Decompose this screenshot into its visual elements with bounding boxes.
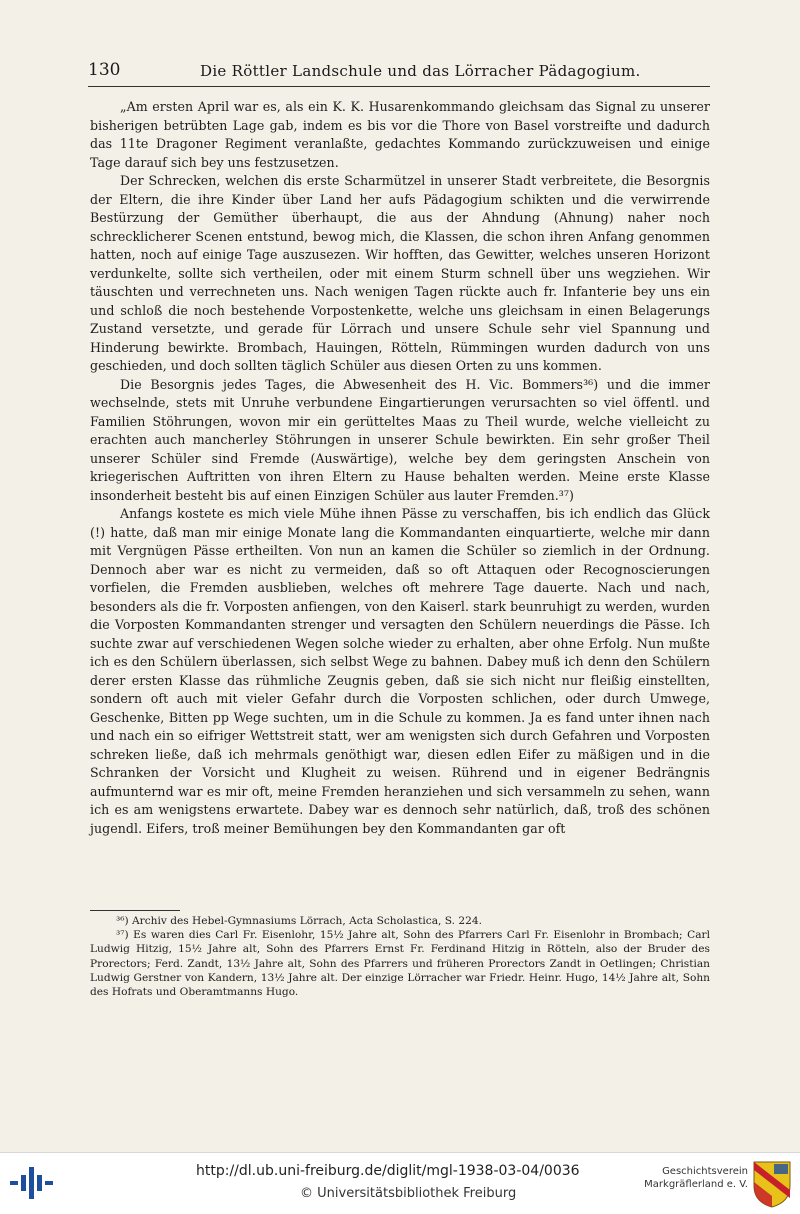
copyright-notice: © Universitätsbibliothek Freiburg [300, 1186, 517, 1201]
partner-name [618, 1165, 748, 1191]
paragraph: „Am ersten April war es, als ein K. K. Husarenkommando gleichsam das Signal zu unserer bisherigen betrübten Lage gab, indem es bis vor die Thore von Basel vorstreifte und dadurch das 11te Dragoner Regiment veranlaßte, gedachtes Kommando zurückzuweisen und einige Tage darauf sich bey uns festzusetzen. [90, 99, 710, 170]
body-text [90, 98, 710, 838]
partner-name-line1: Geschichtsverein [662, 1166, 748, 1177]
footnotes [90, 914, 710, 999]
coat-of-arms-icon[interactable] [752, 1160, 792, 1208]
viewer-footer [0, 1152, 800, 1214]
running-head: Die Röttler Landschule und das Lörracher Pädagogium. [200, 62, 641, 80]
page-number: 130 [88, 60, 121, 80]
partner-name-line2: Markgräflerland e. V. [644, 1179, 748, 1190]
ub-freiburg-logo-icon[interactable] [10, 1163, 54, 1203]
page-header [88, 60, 710, 87]
paragraph: Anfangs kostete es mich viele Mühe ihnen Pässe zu verschaffen, bis ich endlich das Glück (!) hatte, daß man mir einige Monate lang die Kommandanten einquartierte, welche mir dann mit Vergnügen Pässe ertheilten. Von nun an kamen die Schüler so ziemlich in der Ordnung. Dennoch aber war es nicht zu vermeiden, daß so oft Attaquen oder Recognoscierungen vorfielen, die Fremden ausblieben, welches oft mehrere Tage dauerte. Nach und nach, besonders als die fr. Vorposten anfiengen, von den Kaiserl. stark beunruhigt zu werden, wurden die Vorposten Kommandanten strenger und versagten den Schülern neuerdings die Pässe. Ich suchte zwar auf verschiedenen Wegen solche wieder zu erhalten, aber ohne Erfolg. Nun mußte ich es den Schülern überlassen, sich selbst Wege zu bahnen. Dabey muß ich denn den Schülern derer ersten Klasse das rühmliche Zeugnis geben, daß sie sich nicht nur fleißig einstellten, sondern oft auch mit vieler Gefahr durch die Vorposten schlichen, oder durch Umwege, Geschenke, Bitten pp Wege suchten, um in die Schule zu kommen. Ja es fand unter ihnen nach und nach ein so eifriger Wettstreit statt, wer am wenigsten sich durch Gefahren und Vorposten schreken ließe, daß ich mehrmals genöthigt war, diesen edlen Eifer zu mäßigen und in die Schranken der Vorsicht und Klugheit zu weisen. Rührend und in eigener Bedrängnis aufmunternd war es mir oft, meine Fremden heranziehen und sich versammeln zu sehen, wann ich es am wenigstens erwartete. Dabey war es dennoch sehr natürlich, daß, troß des schönen jugendl. Eifers, troß meiner Bemühungen bey den Kommandanten gar oft [90, 506, 710, 836]
paragraph: Die Besorgnis jedes Tages, die Abwesenheit des H. Vic. Bommers³⁶) und die immer wechselnde, stets mit Unruhe verbundene Eingartierungen verursachten so viel öffentl. und Familien Stöhrungen, wovon mir ein gerütteltes Maas zu Theil wurde, welche vielleicht zu erachten auch mancherley Stöhrungen in unserer Schule bewirkten. Ein sehr großer Theil unserer Schüler sind Fremde (Auswärtige), welche bey dem geringsten Anschein von kriegerischen Auftritten von ihren Eltern zu Hause behalten werden. Meine erste Klasse insonderheit besteht bis auf einen Einzigen Schüler aus lauter Fremden.³⁷) [90, 376, 710, 503]
paragraph: Der Schrecken, welchen dis erste Scharmützel in unserer Stadt verbreitete, die Besorgnis der Eltern, die ihre Kinder über Land her aufs Pädagogium schikten und die verwirrende Bestürzung der Gemüther überhaupt, die aus der Ahndung (Ahnung) naher noch schrecklicherer Scenen entstund, bewog mich, die Klassen, die schon ihren Anfang genommen hatten, noch auf einige Tage auszusezen. Wir hofften, das Gewitter, welches unseren Horizont verdunkelte, sollte sich vertheilen, oder mit einem Sturm schnell über uns wegziehen. Wir täuschten und verrechneten uns. Nach wenigen Tagen rückte auch fr. Infanterie bey uns ein und schloß die noch bestehende Vorpostenkette, welche uns gleichsam in einen Belagerungs Zustand versetzte, und gerade für Lörrach und unsere Schule sehr viel Spannung und Hinderung bewirkte. Brombach, Hauingen, Rötteln, Rümmingen wurden dadurch von uns geschieden, und doch sollten täglich Schüler aus diesen Orten zu uns kommen. [90, 173, 710, 373]
footnote-36: ³⁶) Archiv des Hebel-Gymnasiums Lörrach, Acta Scholastica, S. 224. [116, 915, 482, 927]
footnote-37: ³⁷) Es waren dies Carl Fr. Eisenlohr, 15½ Jahre alt, Sohn des Pfarrers Carl Fr. Eisenlohr in Brombach; Carl Ludwig Hitzig, 15½ Jahre alt, Sohn des Pfarrers Ernst Fr. Ferdinand Hitzig in Rötteln, also der Bruder des Prorectors; Ferd. Zandt, 13½ Jahre alt, Sohn des Pfarrers und früheren Prorectors Zandt in Oetlingen; Christian Ludwig Gerstner von Kandern, 13½ Jahre alt. Der einzige Lörracher war Friedr. Heinr. Hugo, 14½ Jahre alt, Sohn des Hofrats und Oberamtmanns Hugo. [90, 929, 710, 999]
footnote-rule [90, 910, 180, 911]
permalink[interactable]: http://dl.ub.uni-freiburg.de/diglit/mgl-1938-03-04/0036 [196, 1163, 580, 1179]
